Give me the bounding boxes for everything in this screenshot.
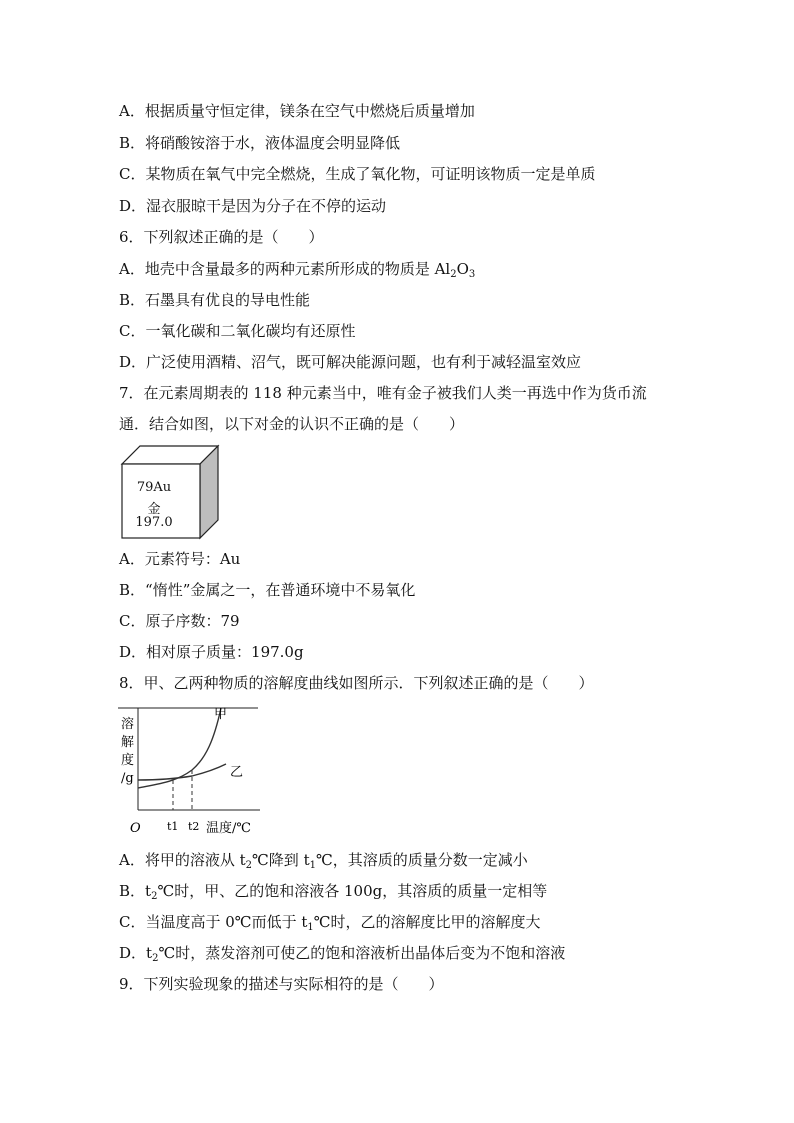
q5-option-b: B．将硝酸铵溶于水，液体温度会明显降低 [119,134,401,152]
q8-option-d-text: D．t [119,944,153,962]
q8-option-c [119,912,541,932]
solubility-curve-diagram [118,706,268,840]
q8-option-c-text: ℃时，乙的溶解度比甲的溶解度大 [313,913,541,931]
q6-option-a [119,259,475,279]
q7-stem-line1: 7．在元素周期表的 118 种元素当中，唯有金子被我们人类一再选中作为货币流 [119,384,647,402]
subscript: 2 [450,269,457,280]
element-number-symbol: 79Au [136,480,172,495]
subscript: 2 [245,860,253,871]
q8-option-b-text: B．t [119,882,152,900]
q7-stem-line2: 通．结合如图，以下对金的认识不正确的是（ ） [119,415,465,433]
q5-option-d: D．湿衣服晾干是因为分子在不停的运动 [119,197,387,215]
subscript: 1 [307,922,314,933]
series-label-yi: 乙 [230,765,244,780]
q6-option-d: D．广泛使用酒精、沼气，既可解决能源问题，也有利于减轻温室效应 [119,353,582,371]
y-label-char-3: 度 [121,753,135,768]
q8-option-a-text: ℃降到 t [252,851,310,869]
q8-option-a-text: ℃，其溶质的质量分数一定减小 [315,851,528,869]
element-mass: 197.0 [135,515,173,530]
q7-option-a: A．元素符号：Au [119,550,241,568]
tick-label-t1: t1 [167,820,179,833]
y-label-char-1: 溶 [121,717,135,732]
q8-option-b [119,881,547,901]
subscript: 2 [152,953,159,964]
series-label-jia: 甲 [214,707,228,722]
q8-option-a-text: A．将甲的溶液从 t [119,851,246,869]
q9-stem: 9．下列实验现象的描述与实际相符的是（ ） [119,975,444,993]
y-label-char-4: /g [121,771,134,786]
curve-jia [138,708,221,788]
x-axis-label: 温度/℃ [206,821,251,836]
q6-option-b: B．石墨具有优良的导电性能 [119,291,311,309]
q8-option-b-text: ℃时，甲、乙的饱和溶液各 100g，其溶质的质量一定相等 [157,882,548,900]
origin-label: O [130,821,141,836]
q6-option-a-text: O [456,260,469,278]
element-name: 金 [147,502,161,517]
subscript: 3 [468,269,476,280]
subscript: 1 [309,860,316,871]
q8-option-a [119,850,528,870]
q5-option-a: A．根据质量守恒定律，镁条在空气中燃烧后质量增加 [119,102,475,120]
element-card-gold [120,444,220,540]
q7-option-d: D．相对原子质量：197.0g [119,643,304,661]
q7-option-b: B．“惰性”金属之一，在普通环境中不易氧化 [119,581,416,599]
q8-option-c-text: C．当温度高于 0℃而低于 t [119,913,308,931]
q6-option-a-text: A．地壳中含量最多的两种元素所形成的物质是 Al [119,260,451,278]
q6-stem: 6．下列叙述正确的是（ ） [119,228,324,246]
q8-option-d [119,943,565,963]
curve-yi [138,764,226,780]
q7-option-c: C．原子序数：79 [119,612,240,630]
subscript: 2 [151,891,158,902]
y-label-char-2: 解 [121,735,135,750]
q5-option-c: C．某物质在氧气中完全燃烧，生成了氧化物，可证明该物质一定是单质 [119,165,596,183]
q8-option-d-text: ℃时，蒸发溶剂可使乙的饱和溶液析出晶体后变为不饱和溶液 [158,944,566,962]
tick-label-t2: t2 [188,820,200,833]
q6-option-c: C．一氧化碳和二氧化碳均有还原性 [119,322,356,340]
q8-stem: 8．甲、乙两种物质的溶解度曲线如图所示．下列叙述正确的是（ ） [119,674,594,692]
